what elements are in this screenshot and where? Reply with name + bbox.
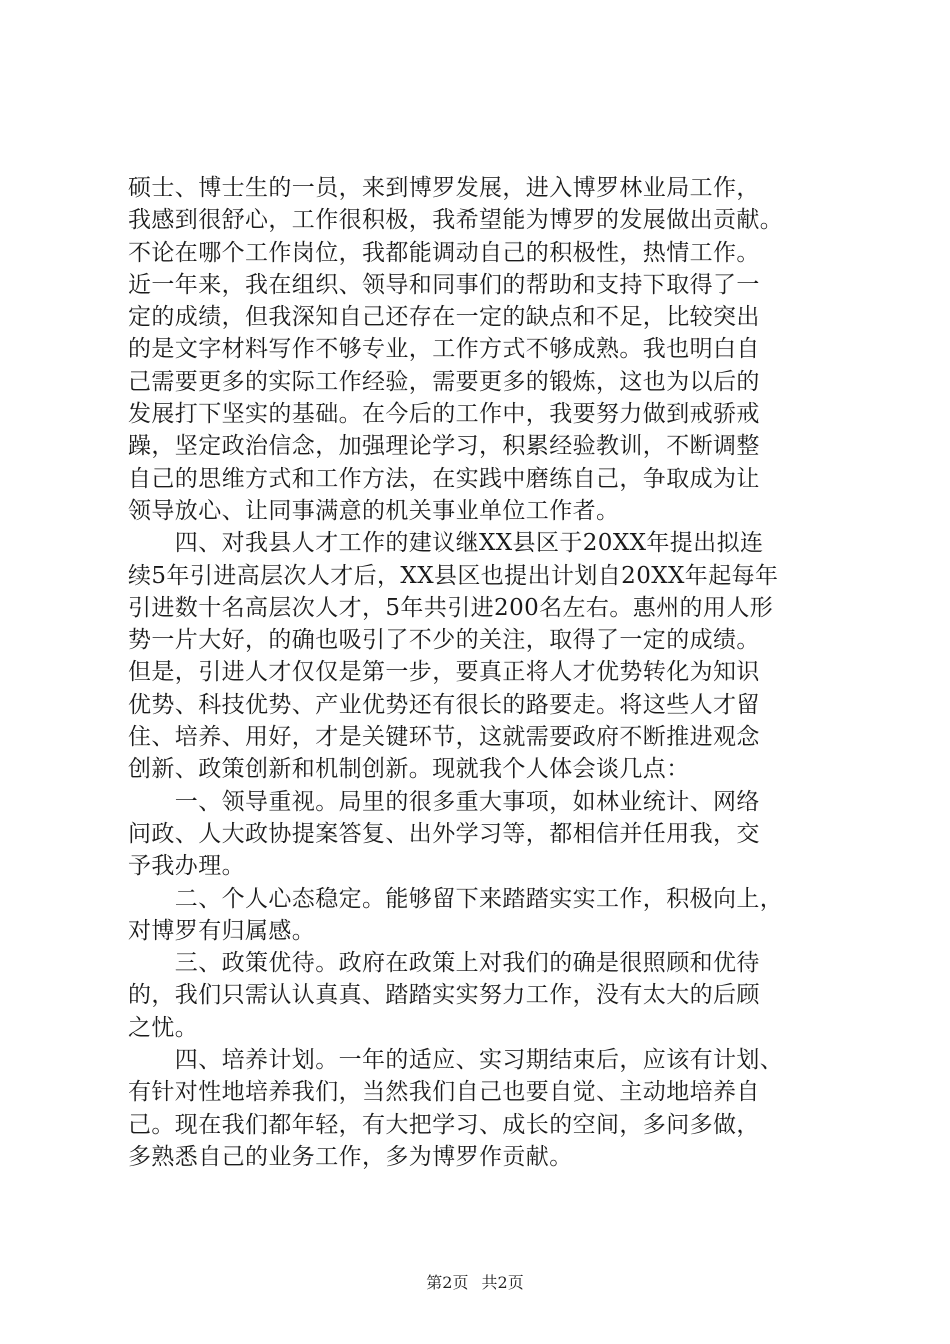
text-line: 续5年引进高层次人才后，XX县区也提出计划自20XX年起每年 (128, 562, 779, 589)
text-line: 予我办理。 (128, 853, 245, 880)
text-line: 势一片大好，的确也吸引了不少的关注，取得了一定的成绩。 (128, 627, 760, 654)
text-line: 但是，引进人才仅仅是第一步，要真正将人才优势转化为知识 (128, 659, 760, 686)
text-line: 一、领导重视。局里的很多重大事项，如林业统计、网络 (128, 788, 760, 815)
text-line: 领导放心、让同事满意的机关事业单位工作者。 (128, 497, 620, 524)
page-total: 共2页 (481, 1273, 524, 1292)
text-line: 创新、政策创新和机制创新。现就我个人体会谈几点： (128, 756, 690, 783)
text-line: 四、对我县人才工作的建议继XX县区于20XX年提出拟连 (128, 530, 764, 557)
text-line: 发展打下坚实的基础。在今后的工作中，我要努力做到戒骄戒 (128, 401, 760, 428)
text-line: 二、个人心态稳定。能够留下来踏踏实实工作，积极向上， (128, 885, 784, 912)
text-line: 有针对性地培养我们，当然我们自己也要自觉、主动地培养自 (128, 1079, 760, 1106)
text-line: 定的成绩，但我深知自己还存在一定的缺点和不足，比较突出 (128, 304, 760, 331)
text-line: 住、培养、用好，才是关键环节，这就需要政府不断推进观念 (128, 724, 760, 751)
text-line: 优势、科技优势、产业优势还有很长的路要走。将这些人才留 (128, 691, 760, 718)
text-line: 的是文字材料写作不够专业，工作方式不够成熟。我也明白自 (128, 336, 760, 363)
text-line: 三、政策优待。政府在政策上对我们的确是很照顾和优待 (128, 950, 760, 977)
text-line: 自己的思维方式和工作方法，在实践中磨练自己，争取成为让 (128, 465, 760, 492)
text-line: 多熟悉自己的业务工作，多为博罗作贡献。 (128, 1143, 573, 1170)
text-line: 之忧。 (128, 1014, 199, 1041)
text-line: 己。现在我们都年轻，有大把学习、成长的空间，多问多做， (128, 1111, 760, 1138)
document-body (128, 172, 830, 1173)
text-line: 近一年来，我在组织、领导和同事们的帮助和支持下取得了一 (128, 271, 760, 298)
page-number: 第2页 (426, 1273, 469, 1292)
text-line: 的，我们只需认认真真、踏踏实实努力工作，没有太大的后顾 (128, 982, 760, 1009)
text-line: 引进数十名高层次人才，5年共引进200名左右。惠州的用人形 (128, 594, 774, 621)
text-line: 硕士、博士生的一员，来到博罗发展，进入博罗林业局工作， (128, 175, 760, 201)
text-line: 对博罗有归属感。 (128, 917, 316, 944)
page-footer (0, 1273, 950, 1293)
text-line: 己需要更多的实际工作经验，需要更多的锻炼，这也为以后的 (128, 368, 760, 395)
text-line: 不论在哪个工作岗位，我都能调动自己的积极性，热情工作。 (128, 239, 760, 266)
text-line: 问政、人大政协提案答复、出外学习等，都相信并任用我，交 (128, 820, 760, 847)
text-line: 躁，坚定政治信念，加强理论学习，积累经验教训，不断调整 (128, 433, 760, 460)
text-line: 我感到很舒心，工作很积极，我希望能为博罗的发展做出贡献。 (128, 207, 784, 234)
text-line: 四、培养计划。一年的适应、实习期结束后，应该有计划、 (128, 1047, 784, 1074)
